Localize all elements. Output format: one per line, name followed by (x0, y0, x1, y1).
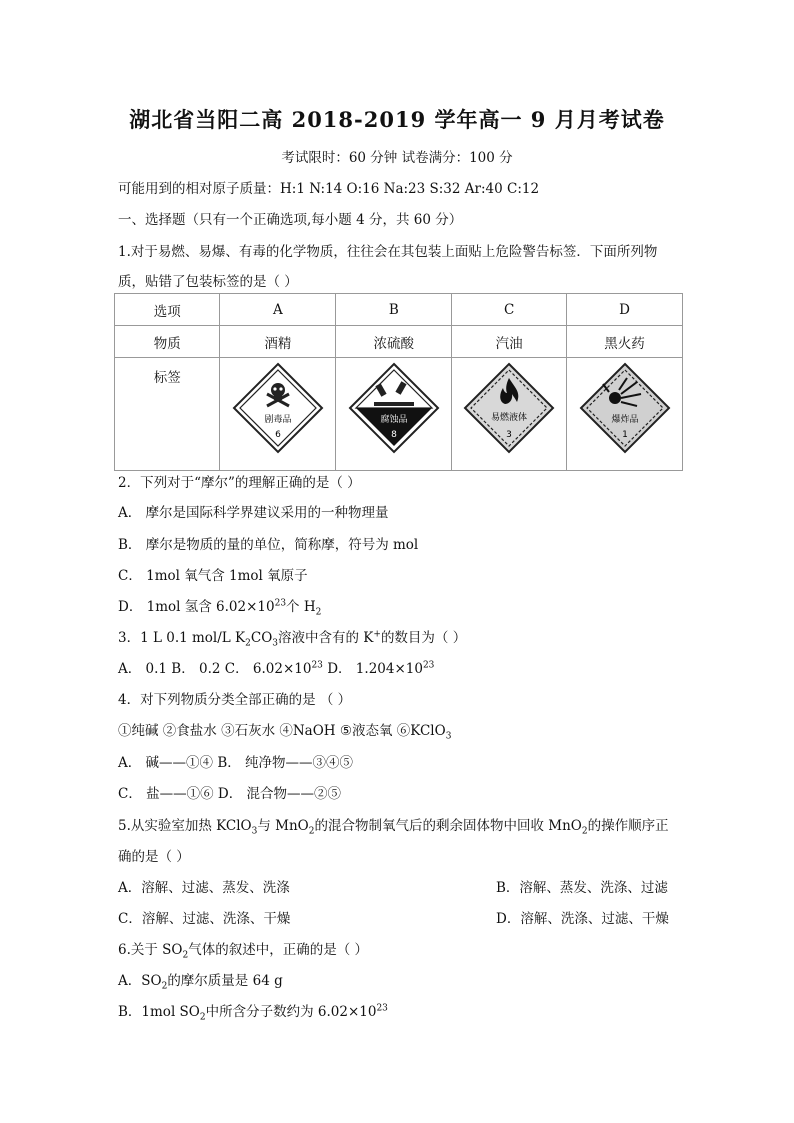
q5-s1: 3 (251, 826, 258, 837)
q5-s2: 2 (308, 826, 315, 837)
q3-sup: + (373, 629, 381, 640)
q5-p1: 5.从实验室加热 KClO (118, 818, 252, 834)
q6-a-pre: A．SO (118, 973, 162, 989)
q3-p1: 3．1 L 0.1 mol/L K (118, 630, 246, 646)
row-header-substance: 物质 (115, 326, 220, 358)
q6-s1: 2 (182, 950, 189, 961)
q4-items-sub: 3 (445, 731, 452, 742)
q6-p1: 6.关于 SO (118, 942, 183, 958)
sign-cell-a (220, 358, 336, 471)
q2-d-text: D． 1mol 氢含 6.02×10 (118, 599, 275, 615)
q2-d-sub: 2 (315, 607, 322, 618)
q5-option-d: D．溶解、洗涤、过滤、干燥 (496, 911, 669, 927)
q3-opt2-sup: 23 (422, 660, 435, 671)
q5-option-c: C．溶解、过滤、洗涤、干燥 (118, 911, 291, 927)
q3-options (118, 657, 434, 677)
q3-s1: 2 (245, 638, 251, 649)
flammable-liquid-sign-icon (463, 362, 555, 454)
q6-b-sup: 23 (376, 1003, 388, 1014)
sign-a-number: 6 (275, 430, 281, 440)
q5-option-a: A．溶解、过滤、蒸发、洗涤 (118, 880, 290, 896)
q4-stem: 4．对下列物质分类全部正确的是 （ ） (118, 692, 352, 708)
exam-title: 湖北省当阳二高 2018-2019 学年高一 9 月月考试卷 (129, 107, 665, 132)
section-heading: 一、选择题（只有一个正确选项,每小题 4 分，共 60 分） (118, 212, 463, 228)
q4-options-ab: A． 碱——①④ B． 纯净物——③④⑤ (118, 755, 354, 771)
q6-option-b (118, 1000, 388, 1023)
q6-a-post: 的摩尔质量是 64 g (167, 973, 283, 989)
sign-d-text: 爆炸品 (611, 415, 639, 425)
toxic-sign-icon (232, 362, 324, 454)
q6-stem (118, 938, 368, 961)
atomic-mass-line: 可能用到的相对原子质量：H:1 N:14 O:16 Na:23 S:32 Ar:40 C:12 (118, 181, 540, 197)
q4-items (118, 719, 451, 742)
label-table (114, 293, 683, 471)
sign-cell-b (336, 358, 452, 471)
q4-items-text: ①纯碱 ②食盐水 ③石灰水 ④NaOH ⑤液态氧 ⑥KClO (118, 723, 446, 739)
row-header-label: 标签 (115, 358, 220, 471)
q3-p2: CO (250, 630, 273, 646)
q1-line2: 质，贴错了包装标签的是（ ） (118, 274, 298, 290)
q6-a-sub: 2 (161, 981, 168, 992)
q3-p4: 的数目为（ ） (380, 630, 467, 646)
sign-c-number: 3 (506, 430, 513, 440)
option-d: D (567, 294, 683, 326)
sign-cell-d (567, 358, 683, 471)
q3-p3: 溶液中含有的 K (278, 630, 374, 646)
exam-subtitle: 考试限时：60 分钟 试卷满分：100 分 (281, 150, 513, 166)
option-c: C (452, 294, 567, 326)
q2-d-mid: 个 H (286, 599, 316, 615)
substance-c: 汽油 (452, 326, 567, 358)
substance-d: 黑火药 (567, 326, 683, 358)
corrosive-sign-icon (348, 362, 440, 454)
q2-option-b: B． 摩尔是物质的量的单位，简称摩，符号为 mol (118, 537, 419, 553)
q2-option-c: C． 1mol 氧气含 1mol 氧原子 (118, 568, 308, 584)
q1-line1: 1.对于易燃、易爆、有毒的化学物质，往往会在其包装上面贴上危险警告标签．下面所列物 (118, 244, 658, 260)
option-a: A (220, 294, 336, 326)
q2-option-a: A． 摩尔是国际科学界建议采用的一种物理量 (118, 505, 389, 521)
q2-d-sup: 23 (274, 598, 287, 609)
sign-c-text: 易燃液体 (491, 413, 528, 423)
q5-option-b: B．溶解、蒸发、洗涤、过滤 (496, 880, 668, 896)
q6-option-a (118, 969, 283, 992)
sign-a-text: 剧毒品 (264, 415, 292, 425)
substance-a: 酒精 (220, 326, 336, 358)
q3-s2: 3 (272, 638, 278, 649)
q2-stem: 2．下列对于“摩尔”的理解正确的是（ ） (118, 475, 361, 491)
sign-cell-c (452, 358, 567, 471)
q3-opt1-sup: 23 (311, 660, 323, 671)
q4-options-cd: C． 盐——①⑥ D． 混合物——②⑤ (118, 786, 342, 802)
q5-p4: 的操作顺序正 (587, 818, 669, 834)
q3-opt1: A． 0.1 B． 0.2 C． 6.02×10 (118, 661, 312, 677)
q5-line2: 确的是（ ） (118, 849, 190, 865)
q6-b-mid: 中所含分子数约为 6.02×10 (205, 1004, 377, 1020)
q5-p2: 与 MnO (257, 818, 309, 834)
q5-s3: 2 (581, 826, 588, 837)
substance-b: 浓硫酸 (336, 326, 452, 358)
q5-p3: 的混合物制氧气后的剩余固体物中回收 MnO (314, 818, 582, 834)
q3-stem (118, 626, 466, 649)
q6-b-sub: 2 (199, 1012, 206, 1023)
q2-option-d (118, 595, 321, 618)
q6-b-pre: B．1mol SO (118, 1004, 200, 1020)
explosive-sign-icon (579, 362, 671, 454)
q3-opt2: D． 1.204×10 (322, 661, 423, 677)
q6-p2: 气体的叙述中，正确的是（ ） (188, 942, 369, 958)
sign-b-number: 8 (390, 430, 397, 440)
q5-stem (118, 814, 669, 837)
sign-b-text: 腐蚀品 (380, 415, 408, 425)
option-b: B (336, 294, 452, 326)
sign-d-number: 1 (621, 430, 628, 440)
row-header-option: 选项 (115, 294, 220, 326)
